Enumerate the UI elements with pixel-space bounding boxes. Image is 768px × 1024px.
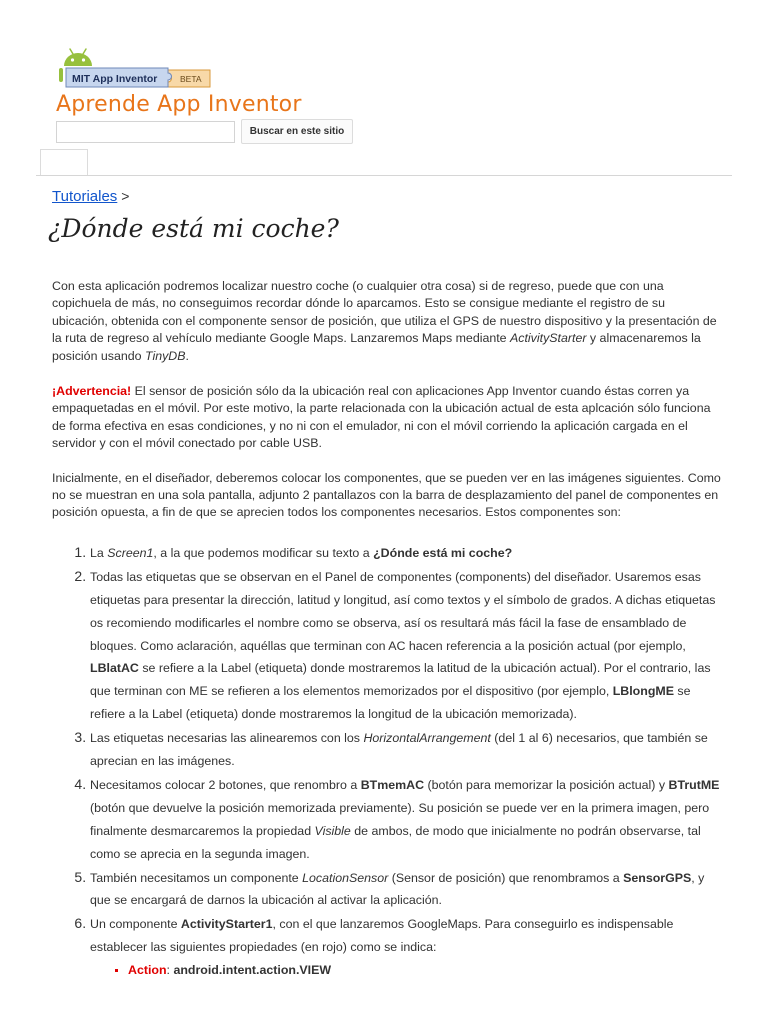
warning-paragraph: ¡Advertencia! El sensor de posición sólo da la ubicación real con aplicaciones App Inventor cuando éstas corren ya empaquetadas en el móvil. Por este motivo, la parte relacionada con la ubicación actual de esta aplcación sólo funciona de forma efectiva en esas condiciones, y no ni con el emulador, ni con el móvil corriendo la aplicación cargada en el servidor y con el móvil conectado por cable USB.: [52, 384, 711, 451]
breadcrumb: [52, 186, 724, 207]
header-divider: [36, 175, 732, 176]
mit-app-inventor-logo[interactable]: [56, 46, 216, 92]
steps-list: [52, 541, 724, 982]
main-content: [48, 186, 724, 982]
sub-list: [90, 959, 724, 982]
list-item: 5. También necesitamos un componente LocationSensor (Sensor de posición) que renombramos a SensorGPS, y que se encargará de darnos la ubicación al activar la aplicación.: [90, 866, 724, 913]
site-title[interactable]: Aprende App Inventor: [56, 92, 302, 117]
list-item: 2. Todas las etiquetas que se observan en el Panel de componentes (components) del diseñador. Usaremos esas etiquetas para presentar la dirección, latitud y longitud, así como textos y el símbolo de grados. A dichas etiquetas os recomiendo modificarles el nombre como se observa, así os resultará más fácil la fase de ensamblado de bloques. Como aclaración, aquéllas que terminan con AC hacen referencia a la posición actual (por ejemplo, LBlatAC se refiere a la Label (etiqueta) donde mostraremos la latitud de la ubicación actual). Por el contrario, las que terminan con ME se refieren a los elementos memorizados por el dispositivo (por ejemplo, LBlongME se refiere a la Label (etiqueta) donde mostraremos la longitud de la ubicación memorizada).: [90, 565, 724, 726]
list-item: 6. Un componente ActivityStarter1, con el que lanzaremos GoogleMaps. Para conseguirlo es indispensable establecer las siguientes propiedades (en rojo) como se indica: ▪ Action: android.intent.action.VIEW: [90, 912, 724, 982]
list-item: 1. La Screen1, a la que podemos modificar su texto a ¿Dónde está mi coche?: [90, 541, 724, 565]
logo-text: MIT App Inventor: [72, 73, 158, 85]
intro-paragraph: Con esta aplicación podremos localizar nuestro coche (o cualquier otra cosa) si de regreso, puede que con una copichuela de más, no conseguimos recordar dónde lo aparcamos. Esto se consigue mediante el registro de su ubicación, obtenida con el componente sensor de posición, que utiliza el GPS de nuestro dispositivo y la presentación de la ruta de regreso al vehículo mediante Google Maps. Lanzaremos Maps mediante ActivityStarter y almacenaremos la posición usando TinyDB.: [52, 279, 717, 363]
breadcrumb-link-tutoriales[interactable]: Tutoriales: [52, 188, 118, 205]
logo-badge: BETA: [180, 74, 202, 84]
property-value: android.intent.action.VIEW: [173, 963, 332, 978]
sub-list-item: ▪ Action: android.intent.action.VIEW: [128, 959, 724, 982]
nav-tab-box[interactable]: [40, 149, 88, 175]
list-item: 3. Las etiquetas necesarias las alinearemos con los HorizontalArrangement (del 1 al 6) necesarios, que también se aprecian en las imágenes.: [90, 726, 724, 773]
components-paragraph: Inicialmente, en el diseñador, deberemos colocar los componentes, que se pueden ver en las imágenes siguientes. Como no se muestran en una sola pantalla, adjunto 2 pantallazos con la barra de desplazamiento del panel de componentes en posición opuesta, a fin de que se aprecien todos los componentes necesarios. Estos componentes son:: [52, 470, 721, 520]
breadcrumb-separator: >: [117, 188, 130, 204]
search-input[interactable]: [56, 121, 235, 143]
search-button[interactable]: Buscar en este sitio: [241, 119, 353, 144]
property-name: Action: [128, 963, 167, 978]
list-item: 4. Necesitamos colocar 2 botones, que renombro a BTmemAC (botón para memorizar la posición actual) y BTrutME (botón que devuelve la posición memorizada previamente). Su posición se puede ver en la primera imagen, pero finalmente desmarcaremos la propiedad Visible de ambos, de modo que inicialmente no podrán observarse, tal como se aprecia en la segunda imagen.: [90, 773, 724, 866]
warning-label: ¡Advertencia!: [52, 384, 132, 399]
page-title: ¿Dónde está mi coche?: [48, 214, 339, 243]
